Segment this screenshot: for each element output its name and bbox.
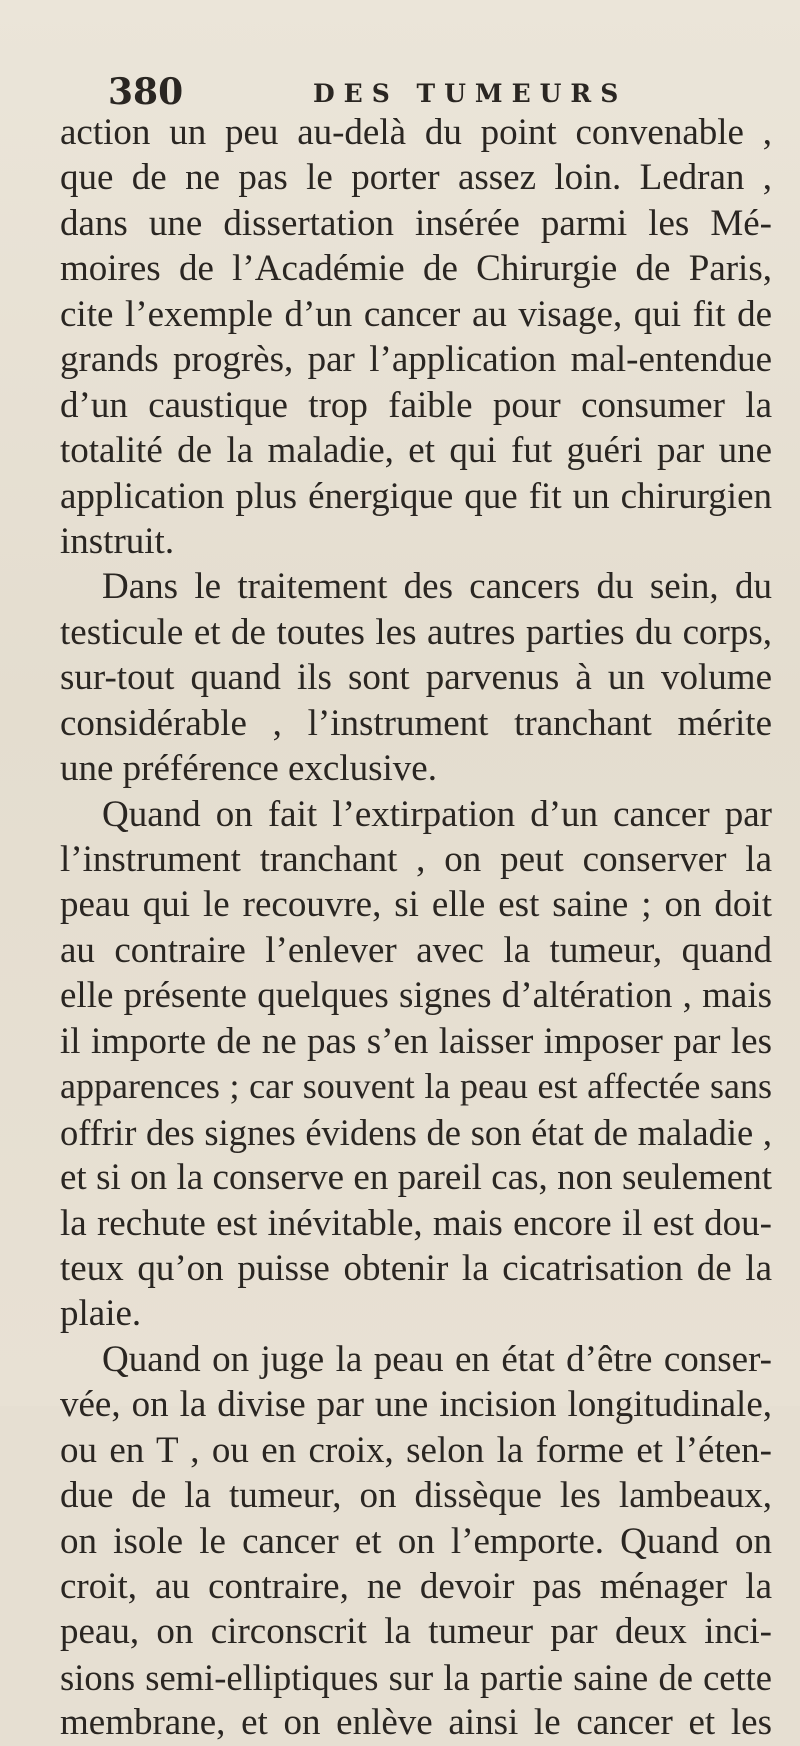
text-line: d’un caustique trop faible pour consumer la — [60, 384, 772, 426]
text-line: sions semi-elliptiques sur la partie saine de cette — [60, 1656, 772, 1698]
text-line: offrir des signes évidens de son état de maladie , — [60, 1111, 772, 1153]
text-line: la rechute est inévitable, mais encore il est dou- — [60, 1202, 772, 1244]
text-line: Quand on juge la peau en état d’être conser- — [102, 1338, 772, 1380]
text-line: grands progrès, par l’application mal-entendue — [60, 339, 772, 381]
text-line: dans une dissertation insérée parmi les Mé- — [60, 202, 772, 244]
text-line: que de ne pas le porter assez loin. Ledran , — [60, 157, 772, 199]
text-line: membrane, et on enlève ainsi le cancer et les — [60, 1702, 772, 1744]
text-line: cite l’exemple d’un cancer au visage, qui fit de — [60, 293, 772, 335]
text-line: moires de l’Académie de Chirurgie de Paris, — [60, 248, 772, 290]
text-line: une préférence exclusive. — [60, 748, 437, 790]
text-line: action un peu au-delà du point convenable , — [60, 112, 772, 153]
text-line: Quand on fait l’extirpation d’un cancer par — [102, 793, 772, 835]
text-line: il importe de ne pas s’en laisser imposer par les — [60, 1020, 772, 1062]
text-line: sur-tout quand ils sont parvenus à un volume — [60, 657, 772, 699]
text-line: testicule et de toutes les autres parties du corps, — [60, 611, 772, 653]
text-line: application plus énergique que fit un chirurgien — [60, 475, 772, 517]
text-line: instruit. — [60, 520, 175, 562]
text-line: et si on la conserve en pareil cas, non seulement — [60, 1157, 772, 1199]
text-line: ou en T , ou en croix, selon la forme et l’éten- — [60, 1429, 772, 1471]
body-text — [60, 110, 772, 1746]
text-line: croit, au contraire, ne devoir pas ménager la — [60, 1566, 772, 1607]
page-header — [108, 72, 728, 112]
text-line: totalité de la maladie, et qui fut guéri par une — [60, 430, 772, 472]
text-line: due de la tumeur, on dissèque les lambeaux, — [60, 1475, 772, 1517]
text-line: peau qui le recouvre, si elle est saine ; on doit — [60, 884, 772, 926]
text-line: vée, on la divise par une incision longitudinale, — [60, 1384, 772, 1426]
text-line: apparences ; car souvent la peau est affectée sans — [60, 1066, 772, 1107]
text-line: Dans le traitement des cancers du sein, du — [102, 566, 772, 608]
text-line: plaie. — [60, 1293, 142, 1335]
page-number: 380 — [108, 71, 184, 113]
text-line: peau, on circonscrit la tumeur par deux inci- — [60, 1611, 772, 1653]
text-line: teux qu’on puisse obtenir la cicatrisation de la — [60, 1247, 772, 1289]
text-line: l’instrument tranchant , on peut conserver la — [60, 839, 772, 880]
text-line: elle présente quelques signes d’altération , mais — [60, 975, 772, 1017]
text-line: au contraire l’enlever avec la tumeur, quand — [60, 929, 772, 971]
text-line: considérable , l’instrument tranchant mérite — [60, 702, 772, 744]
text-line: on isole le cancer et on l’emporte. Quand on — [60, 1520, 772, 1562]
running-title: DES TUMEURS — [313, 79, 628, 108]
